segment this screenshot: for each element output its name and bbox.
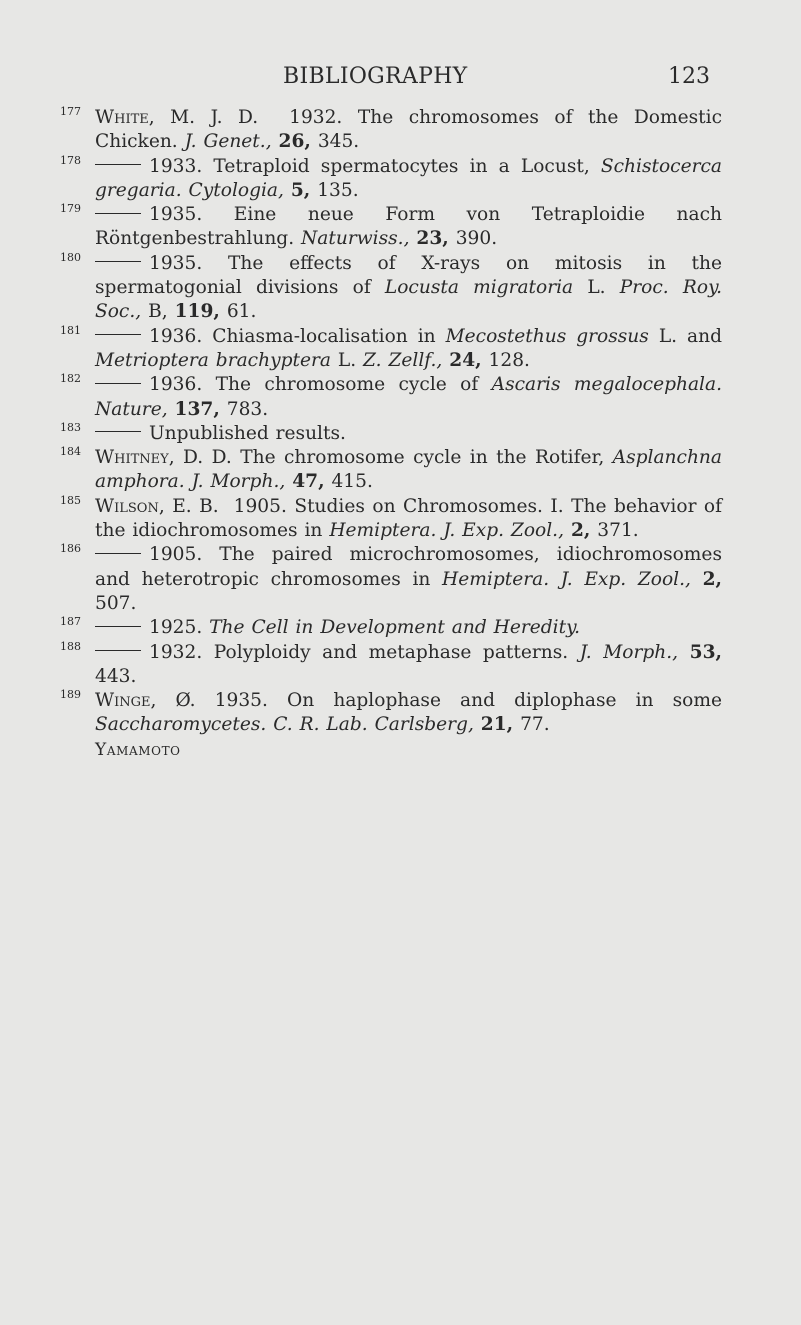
reference-number: 187 <box>60 615 81 629</box>
entry-pages: 61. <box>226 301 257 323</box>
entry-year: 1932. <box>289 107 343 128</box>
entry-volume: 119, <box>174 301 220 323</box>
reference-number: 180 <box>60 250 81 264</box>
entry-year: 1936. <box>149 374 203 396</box>
ditto-dash <box>95 553 141 554</box>
bibliography-entry <box>60 325 722 374</box>
entry-species: Asplanchna amphora. <box>95 447 722 493</box>
entry-title: The effects of X-rays on mitosis in the spermatogonial divisions of <box>95 252 722 299</box>
entry-journal: Nature, <box>95 398 168 420</box>
entry-title: The Cell in Development and Heredity. <box>209 617 581 639</box>
bibliography-entry <box>60 422 722 446</box>
entry-journal: Naturwiss., <box>301 228 410 250</box>
reference-number: 183 <box>60 420 81 434</box>
entry-pages: 443. <box>95 665 137 687</box>
reference-number: 177 <box>60 105 81 118</box>
entry-title: Chiasma-localisation in <box>212 325 436 347</box>
entry-journal: Cytologia, <box>188 179 284 201</box>
entry-title-end: L. <box>337 349 357 371</box>
reference-number: 178 <box>60 153 81 167</box>
entry-year: 1925. <box>149 617 203 639</box>
entry-journal: J. Exp. Zool., <box>443 520 565 542</box>
reference-number: 188 <box>60 639 81 653</box>
entry-title: The chromosome cycle in the Rotifer, <box>240 447 605 469</box>
ditto-dash <box>95 383 141 384</box>
entry-pages: 345. <box>317 131 360 153</box>
entry-title: The chromosomes of the Domestic Chicken. <box>95 107 722 153</box>
entry-journal: Proc. Roy. Soc., <box>95 277 723 323</box>
entry-title-end: L. <box>587 277 606 299</box>
entry-author: Whitney, D. D. <box>95 447 232 469</box>
entry-year: 1933. <box>149 155 203 177</box>
entry-volume: 26, <box>278 131 311 153</box>
entry-volume: 23, <box>416 228 449 250</box>
bibliography-entry <box>60 543 722 616</box>
entry-journal: J. Exp. Zool., <box>560 568 691 590</box>
entry-volume: 2, <box>702 568 722 590</box>
continuation-catchword: Yamamoto <box>95 739 181 760</box>
entry-species: Ascaris megalocephala. <box>491 374 722 396</box>
reference-number: 179 <box>60 202 81 216</box>
entry-journal: Z. Zellf., <box>363 349 443 371</box>
entry-year: 1935. <box>214 690 268 712</box>
bibliography-entry <box>60 446 722 495</box>
bibliography-entry <box>60 616 722 640</box>
entry-species-2: Metrioptera brachyptera <box>95 349 331 371</box>
entry-pages: 371. <box>597 520 639 542</box>
entry-year: 1935. <box>149 204 203 226</box>
ditto-dash <box>95 261 141 262</box>
entry-pages: 77. <box>520 714 550 736</box>
entry-journal: C. R. Lab. Carlsberg, <box>273 714 474 736</box>
entry-title: Eine neue Form von Tetraploidie nach Röntgenbestrahlung. <box>95 204 722 250</box>
entry-species: Locusta migratoria <box>384 277 574 299</box>
ditto-dash <box>95 650 141 651</box>
entry-title: The paired microchromosomes, idiochromosomes and heterotropic chromosomes in <box>95 544 722 590</box>
entry-pages: 135. <box>317 179 359 201</box>
entry-volume: 53, <box>689 641 722 663</box>
entry-pages: 415. <box>331 471 373 493</box>
ditto-dash <box>95 431 141 432</box>
entry-title: Studies on Chromosomes. I. The behavior of the idiochromosomes in <box>95 495 723 542</box>
entry-journal: J. Morph., <box>191 471 286 493</box>
reference-number: 185 <box>60 493 81 507</box>
bibliography-entry <box>60 203 722 252</box>
entry-volume: 137, <box>174 398 220 420</box>
reference-number: 181 <box>60 323 81 337</box>
entry-title: Unpublished results. <box>149 422 346 444</box>
reference-number: 184 <box>60 445 81 459</box>
header-title: BIBLIOGRAPHY <box>283 64 468 89</box>
entry-species: Hemiptera. <box>329 520 437 542</box>
bibliography-entry <box>60 373 722 422</box>
entry-title-mid: L. and <box>658 325 723 347</box>
entry-journal: J. Genet., <box>184 131 272 153</box>
ditto-dash <box>95 164 141 165</box>
bibliography-entry <box>60 641 722 690</box>
bibliography-entry <box>60 106 722 155</box>
entry-author: White, M. J. D. <box>95 107 259 128</box>
entry-pages: 390. <box>455 228 498 250</box>
entry-year: 1936. <box>149 325 203 347</box>
entry-title: On haplophase and diplophase in some <box>287 690 723 712</box>
entry-title: Polyploidy and metaphase patterns. <box>213 641 569 663</box>
entry-year: 1905. <box>233 495 287 517</box>
entry-volume: 5, <box>290 179 311 201</box>
running-header <box>0 64 801 94</box>
entry-species: Saccharomycetes. <box>95 714 267 736</box>
entry-pages: 128. <box>488 349 530 371</box>
entry-species: Schistocerca gregaria. <box>95 155 722 201</box>
entry-year: 1935. <box>149 252 203 274</box>
reference-number: 189 <box>60 688 81 702</box>
ditto-dash <box>95 626 141 627</box>
entry-title: The chromosome cycle of <box>215 374 479 396</box>
entry-volume: 47, <box>292 471 325 493</box>
entry-species: Mecostethus grossus <box>445 325 649 347</box>
entry-volume: 24, <box>449 349 482 371</box>
entry-pages: 783. <box>226 398 269 420</box>
reference-number: 182 <box>60 372 81 386</box>
entry-year: 1932. <box>149 641 203 663</box>
bibliography-entry <box>60 689 722 738</box>
ditto-dash <box>95 334 141 335</box>
ditto-dash <box>95 213 141 214</box>
entry-title: Tetraploid spermatocytes in a Locust, <box>213 155 590 177</box>
entry-series: B, <box>148 301 168 323</box>
entry-author: Winge, Ø. <box>95 690 196 712</box>
entry-author: Wilson, E. B. <box>95 495 219 517</box>
reference-number: 186 <box>60 542 81 556</box>
entry-pages: 507. <box>95 592 137 614</box>
bibliography-entry <box>60 155 722 204</box>
page-number: 123 <box>668 64 710 89</box>
bibliography-list <box>60 106 722 762</box>
entry-species: Hemiptera. <box>442 568 550 590</box>
bibliography-entry <box>60 252 722 325</box>
entry-volume: 2, <box>570 520 591 542</box>
entry-year: 1905. <box>149 544 203 566</box>
bibliography-entry <box>60 495 722 544</box>
entry-journal: J. Morph., <box>579 641 679 663</box>
entry-volume: 21, <box>480 714 514 736</box>
